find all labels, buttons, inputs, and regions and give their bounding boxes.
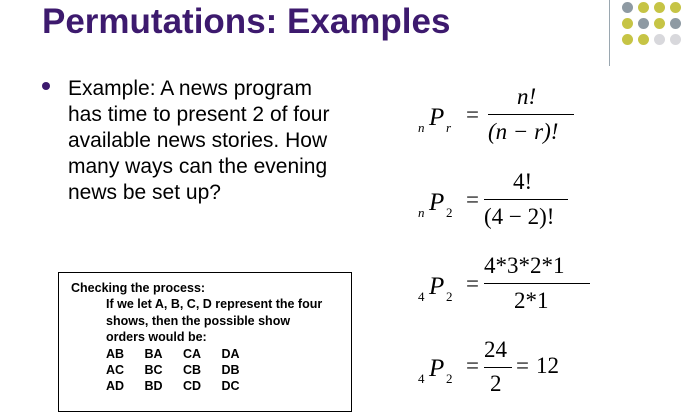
dot — [654, 18, 665, 29]
slide-title: Permutations: Examples — [42, 2, 451, 41]
permutation-cell: CA — [183, 347, 202, 361]
dot — [638, 34, 649, 45]
formula-subscript: 2 — [446, 289, 453, 304]
formula-subscript: r — [446, 120, 452, 135]
formula-prefix: 4 — [418, 371, 425, 386]
permutation-row — [106, 378, 260, 394]
formula-numerator: 4*3*2*1 — [484, 253, 565, 278]
formula-subscript: 2 — [446, 371, 453, 386]
process-box — [58, 272, 352, 412]
formula-result-value: 12 — [536, 353, 559, 378]
permutation-grid — [106, 346, 260, 394]
permutation-cell: AD — [106, 379, 125, 393]
decorative-dot-grid — [622, 2, 700, 64]
dot — [670, 2, 681, 13]
equals-sign: = — [466, 271, 479, 296]
dot — [670, 34, 681, 45]
equals-sign: = — [466, 353, 479, 378]
permutation-row — [106, 362, 260, 378]
equals-sign: = — [466, 187, 479, 212]
formula-symbol: P — [429, 104, 445, 131]
permutation-cell: BA — [144, 347, 163, 361]
fraction-bar — [484, 283, 590, 284]
formula-subscript: 2 — [446, 205, 453, 220]
dot — [622, 18, 633, 29]
formula-numerator: 4! — [513, 169, 533, 194]
formula-numerator: n! — [517, 84, 537, 109]
formula-prefix: n — [418, 120, 425, 135]
formula-prefix: 4 — [418, 289, 425, 304]
process-box-title: Checking the process: — [71, 281, 206, 295]
dot — [638, 18, 649, 29]
formula-denominator: (4 − 2)! — [484, 204, 555, 229]
permutation-cell: AB — [106, 347, 125, 361]
formula-denominator: (n − r)! — [488, 119, 559, 144]
formula-symbol: P — [429, 189, 445, 216]
equals-sign: = — [466, 102, 479, 127]
permutation-cell: BD — [144, 379, 163, 393]
dot — [654, 2, 665, 13]
bullet-text: Example: A news program has time to present 2 of four available news stories. How many ways can the evening news be set up? — [68, 77, 330, 204]
permutation-cell: DC — [221, 379, 240, 393]
formula-prefix: n — [418, 205, 425, 220]
decorative-separator — [609, 0, 610, 66]
formula-symbol: P — [429, 355, 445, 382]
formula-denominator: 2 — [490, 371, 502, 396]
process-box-description: If we let A, B, C, D represent the four shows, then the possible show orders would be: — [106, 297, 323, 344]
dot — [622, 2, 633, 13]
formula-numerator: 24 — [484, 337, 507, 362]
formula-symbol: P — [429, 273, 445, 300]
fraction-bar — [484, 367, 512, 368]
formula-denominator: 2*1 — [514, 288, 549, 313]
permutation-row — [106, 346, 260, 362]
permutation-cell: CD — [183, 379, 202, 393]
permutation-cell: BC — [144, 363, 163, 377]
permutation-cell: CB — [183, 363, 202, 377]
dot — [670, 18, 681, 29]
dot — [654, 34, 665, 45]
permutation-cell: DA — [221, 347, 240, 361]
equals-sign: = — [516, 353, 529, 378]
permutation-cell: DB — [221, 363, 240, 377]
dot — [622, 34, 633, 45]
fraction-bar — [488, 114, 574, 115]
dot — [638, 2, 649, 13]
permutation-cell: AC — [106, 363, 125, 377]
fraction-bar — [484, 199, 568, 200]
bullet-point — [42, 82, 50, 90]
